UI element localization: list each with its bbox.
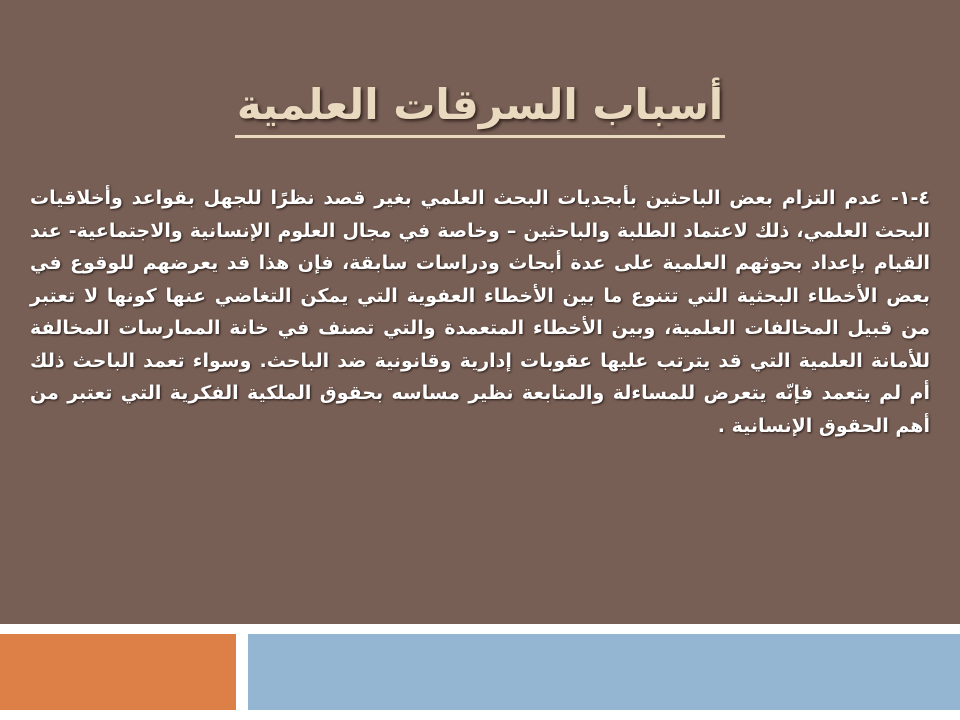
footer-accent-orange: [0, 634, 236, 710]
slide-title-text: أسباب السرقات العلمية: [235, 75, 725, 138]
slide-title: [0, 72, 960, 138]
footer-accent-blue: [248, 634, 960, 710]
slide-body-text: ٤-١- عدم التزام بعض الباحثين بأبجديات البحث العلمي بغير قصد نظرًا للجهل بقواعد وأخلاقيات البحث العلمي، ذلك لاعتماد الطلبة والباحثين – وخاصة في مجال العلوم الإنسانية والاجتماعية- عند القيام بإعداد بحوثهم العلمية على عدة أبحاث ودراسات سابقة، فإن هذا قد يعرضهم للوقوع في بعض الأخطاء البحثية التي تتنوع ما بين الأخطاء العفوية التي يمكن التغاضي عنها كونها لا تعتبر من قبيل المخالفات العلمية، وبين الأخطاء المتعمدة والتي تصنف في خانة الممارسات المخالفة للأمانة العلمية التي قد يترتب عليها عقوبات إدارية وقانونية ضد الباحث. وسواء تعمد الباحث ذلك أم لم يتعمد فإنّه يتعرض للمساءلة والمتابعة نظير مساسه بحقوق الملكية الفكرية التي تعتبر من أهم الحقوق الإنسانية .: [30, 187, 930, 437]
